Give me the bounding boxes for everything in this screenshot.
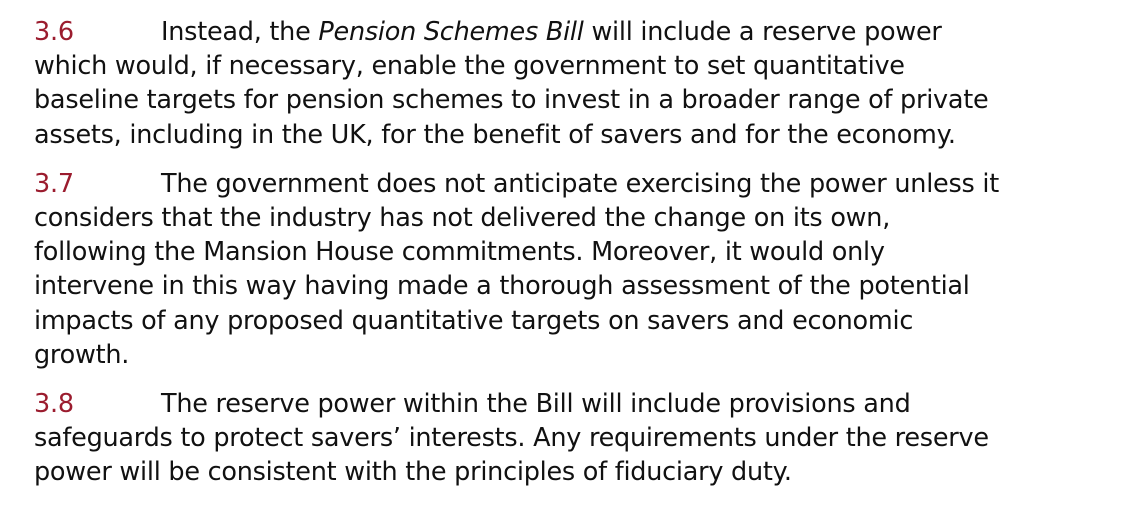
paragraph-first-line [34,167,1130,201]
paragraph-line: considers that the industry has not delivered the change on its own, [34,203,891,234]
paragraph-number: 3.7 [34,168,74,199]
paragraph-first-line [34,387,1130,421]
paragraph-3-6 [34,15,1130,152]
paragraph-3-8 [34,387,1130,490]
text-before-emphasis: Instead, the [161,17,319,47]
paragraph-line: impacts of any proposed quantitative targets on savers and economic [34,305,914,336]
paragraph-line: assets, including in the UK, for the benefit of savers and for the economy. [34,119,956,150]
paragraph-line: growth. [34,339,130,370]
paragraph-line: intervene in this way having made a thorough assessment of the potential [34,271,970,302]
text-after-emphasis: will include a reserve power [583,17,942,47]
bill-title-emphasis: Pension Schemes Bill [318,17,584,47]
paragraph-first-line-text: The reserve power within the Bill will include provisions and [161,389,911,420]
paragraph-3-7 [34,167,1130,372]
paragraph-first-line [34,15,1130,49]
paragraph-line: which would, if necessary, enable the government to set quantitative [34,51,905,82]
paragraph-line: baseline targets for pension schemes to invest in a broader range of private [34,85,989,116]
paragraph-first-line-text: The government does not anticipate exercising the power unless it [161,168,999,199]
document-body [34,15,1130,490]
paragraph-number: 3.8 [34,389,74,420]
paragraph-line: power will be consistent with the principles of fiduciary duty. [34,457,792,488]
paragraph-line: safeguards to protect savers’ interests. Any requirements under the reserve [34,423,989,454]
paragraph-line: following the Mansion House commitments. Moreover, it would only [34,237,885,268]
paragraph-number: 3.6 [34,17,74,47]
